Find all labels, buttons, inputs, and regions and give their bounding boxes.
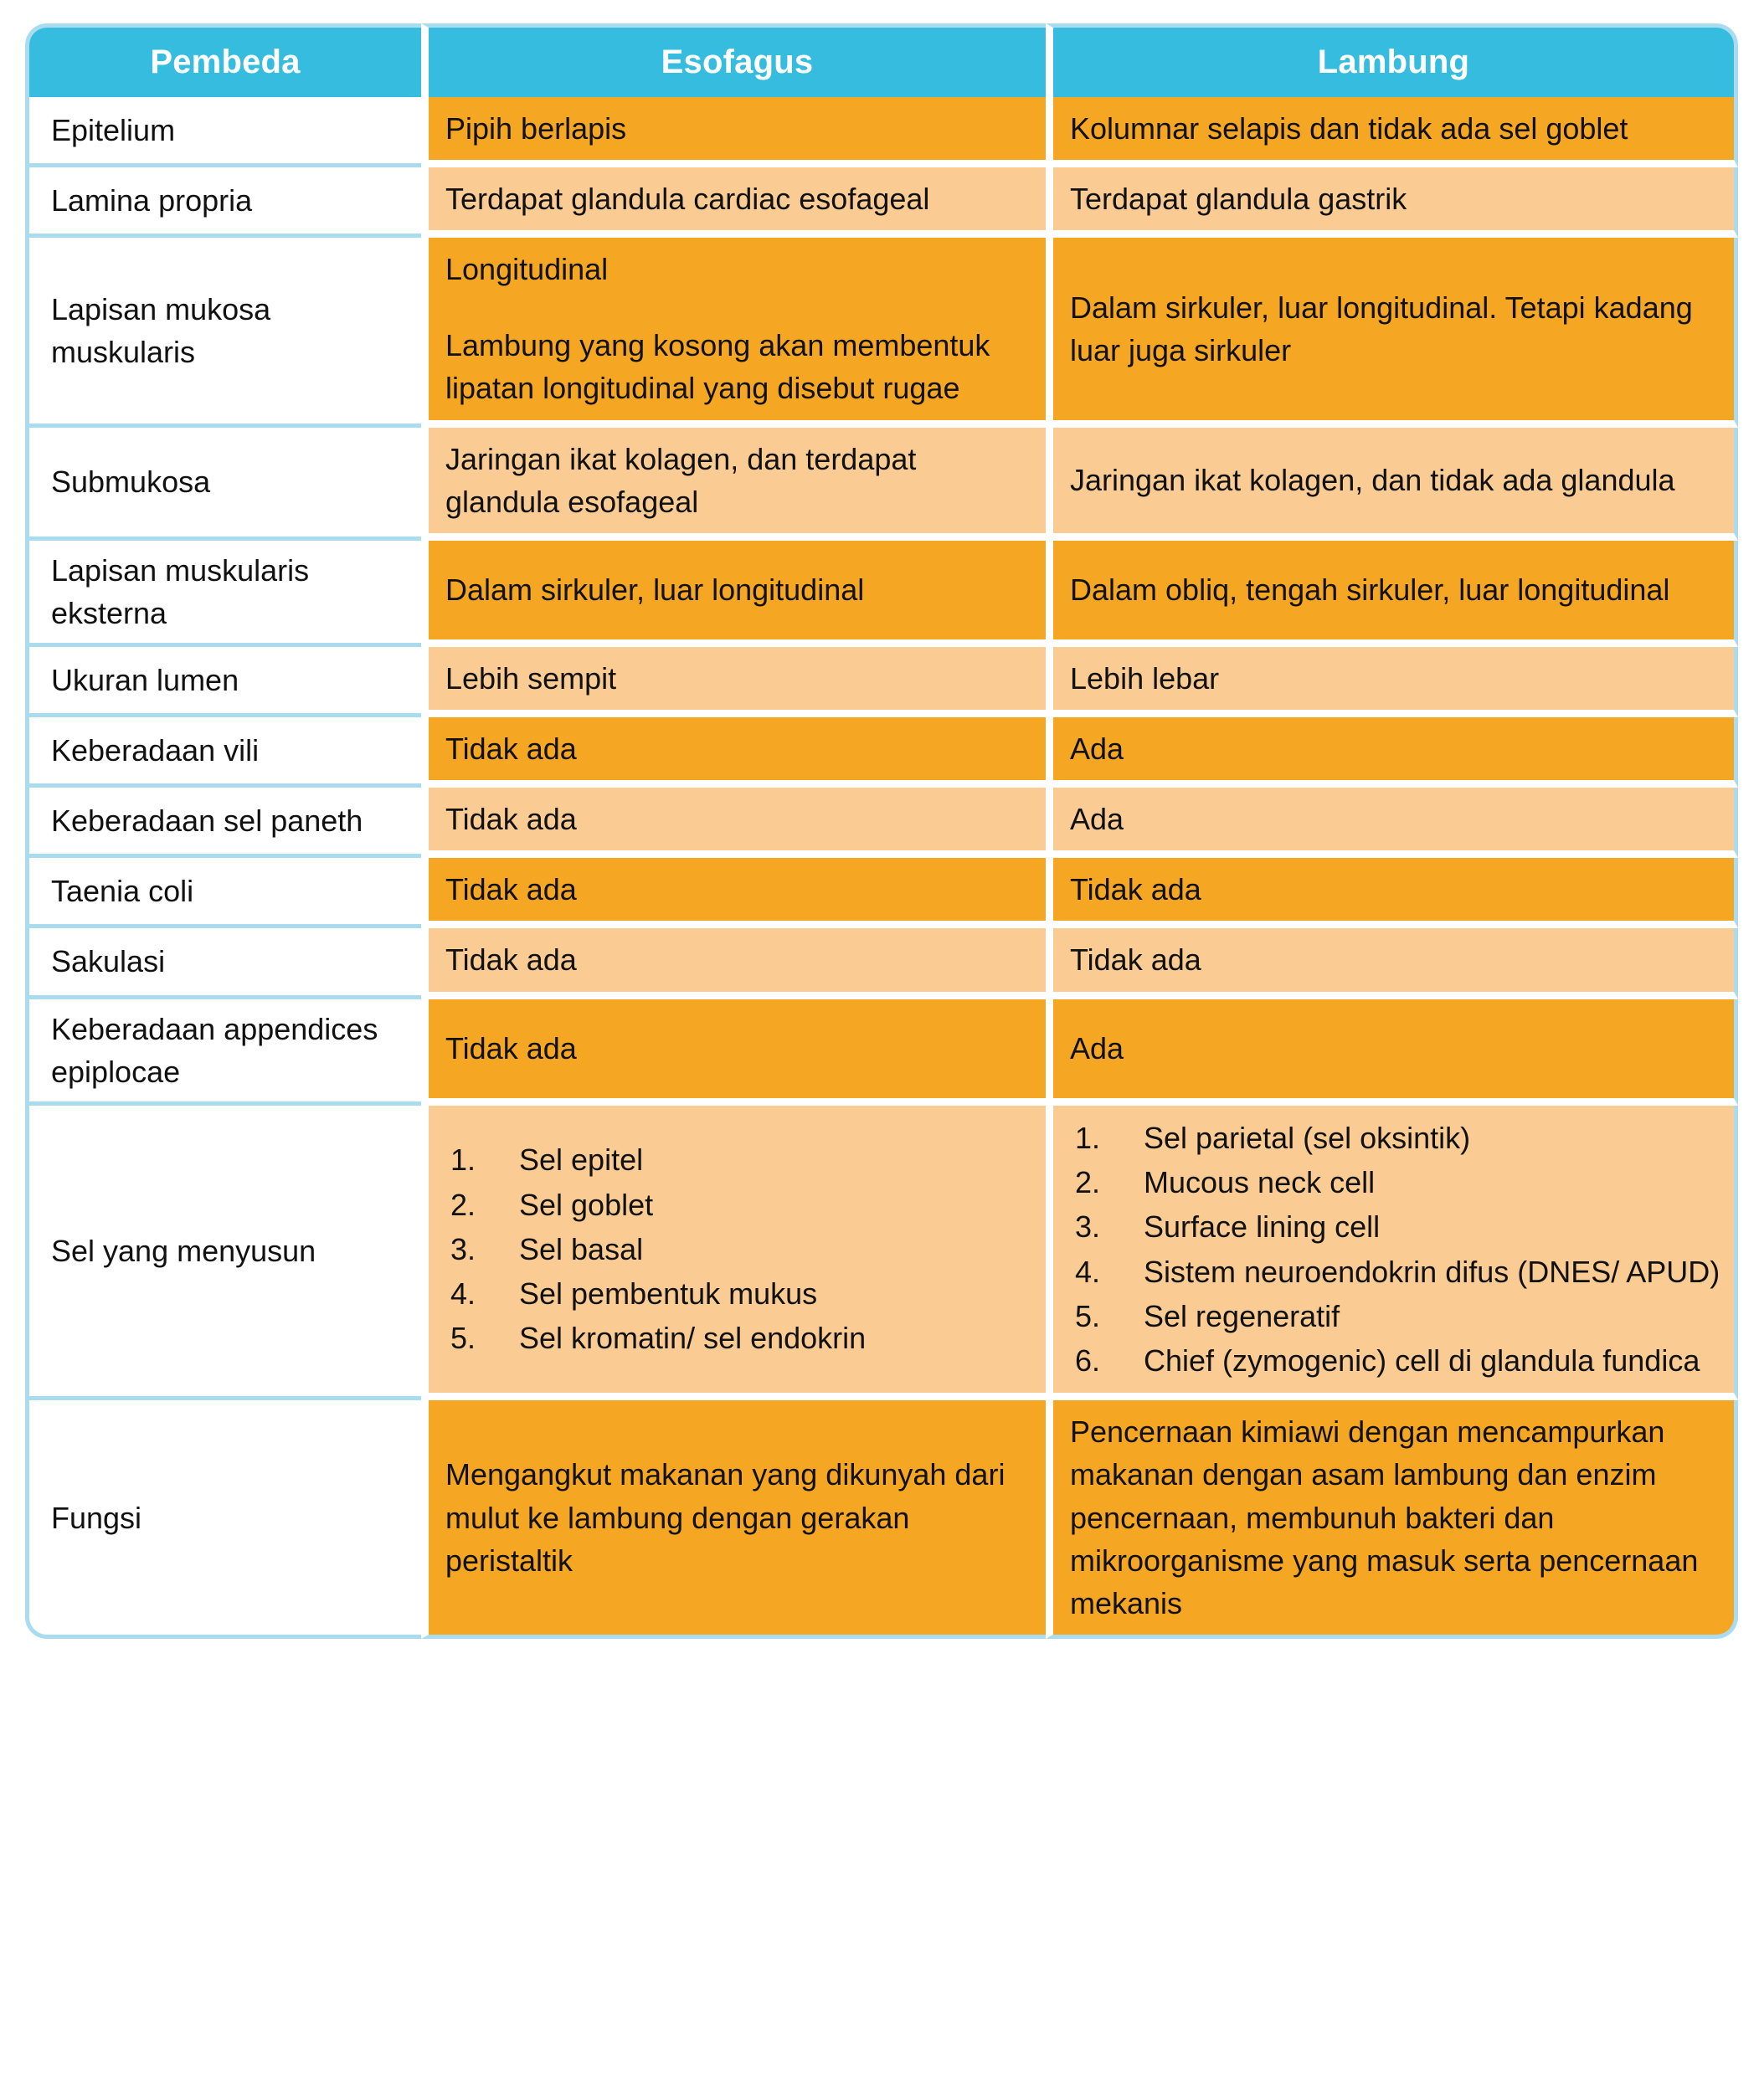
list-item: Mucous neck cell	[1144, 1165, 1376, 1200]
list-item: Sel kromatin/ sel endokrin	[519, 1321, 867, 1356]
cell-text: Tidak ada	[445, 942, 577, 978]
cell-lambung-6	[1046, 647, 1738, 717]
cell-lambung-11	[1046, 999, 1738, 1106]
table-row	[25, 647, 1738, 717]
table-row	[25, 858, 1738, 928]
cell-esofagus-5	[421, 541, 1046, 647]
cell-text: Dalam obliq, tengah sirkuler, luar longitudinal	[1070, 572, 1670, 608]
row-label-11: Keberadaan appendices epiplocae	[25, 999, 421, 1106]
table-body	[25, 97, 1738, 1639]
list-item: Sel goblet	[519, 1187, 654, 1222]
cell-esofagus-13	[421, 1400, 1046, 1639]
comparison-table	[25, 23, 1738, 1639]
cell-lambung-9	[1046, 858, 1738, 928]
cell-text: Ada	[1070, 732, 1124, 767]
table-row	[25, 928, 1738, 999]
cell-esofagus-4	[421, 428, 1046, 541]
row-label-2: Lamina propria	[25, 167, 421, 238]
cell-text: Dalam sirkuler, luar longitudinal. Tetapi kadang luar juga sirkuler	[1070, 290, 1693, 367]
cell-esofagus-8	[421, 788, 1046, 858]
cell-text: Ada	[1070, 1031, 1124, 1066]
cell-esofagus-10	[421, 928, 1046, 999]
cell-text: Mengangkut makanan yang dikunyah dari mulut ke lambung dengan gerakan peristaltik	[445, 1457, 1006, 1578]
row-label-10: Sakulasi	[25, 928, 421, 999]
table-row	[25, 167, 1738, 238]
cell-esofagus-7	[421, 717, 1046, 788]
row-label-4: Submukosa	[25, 428, 421, 541]
column-header-lambung: Lambung	[1046, 23, 1738, 97]
table-header	[25, 23, 1738, 97]
cell-text: Tidak ada	[445, 872, 577, 907]
cell-esofagus-1	[421, 97, 1046, 167]
list-item: Chief (zymogenic) cell di glandula fundica	[1144, 1343, 1700, 1379]
row-label-1: Epitelium	[25, 97, 421, 167]
cell-text: Pipih berlapis	[445, 111, 627, 146]
cell-lambung-1	[1046, 97, 1738, 167]
table-row	[25, 717, 1738, 788]
cell-lambung-4	[1046, 428, 1738, 541]
cell-numbered-list	[1070, 1116, 1726, 1384]
cell-lambung-13	[1046, 1400, 1738, 1639]
cell-paragraph: Lambung yang kosong akan membentuk lipatan longitudinal yang disebut rugae	[445, 328, 990, 406]
cell-text: Tidak ada	[445, 802, 577, 837]
table-row	[25, 541, 1738, 647]
cell-paragraph: Longitudinal	[445, 252, 609, 287]
cell-esofagus-9	[421, 858, 1046, 928]
cell-text: Terdapat glandula gastrik	[1070, 182, 1407, 217]
cell-numbered-list	[445, 1137, 1037, 1360]
cell-text: Ada	[1070, 802, 1124, 837]
cell-text: Terdapat glandula cardiac esofageal	[445, 182, 930, 217]
cell-text: Lebih lebar	[1070, 660, 1220, 696]
cell-lambung-12	[1046, 1106, 1738, 1401]
row-label-7: Keberadaan vili	[25, 717, 421, 788]
table-row	[25, 1106, 1738, 1401]
column-header-esofagus: Esofagus	[421, 23, 1046, 97]
list-item: Sistem neuroendokrin difus (DNES/ APUD)	[1144, 1254, 1720, 1289]
cell-lambung-3	[1046, 238, 1738, 427]
cell-text: Jaringan ikat kolagen, dan tidak ada glandula	[1070, 463, 1675, 498]
cell-text: Tidak ada	[445, 1031, 577, 1066]
cell-esofagus-2	[421, 167, 1046, 238]
cell-text: Dalam sirkuler, luar longitudinal	[445, 572, 865, 608]
cell-text: Tidak ada	[1070, 942, 1201, 978]
table-row	[25, 97, 1738, 167]
cell-esofagus-11	[421, 999, 1046, 1106]
list-item: Sel parietal (sel oksintik)	[1144, 1120, 1471, 1155]
cell-text: Tidak ada	[445, 732, 577, 767]
cell-text: Pencernaan kimiawi dengan mencampurkan makanan dengan asam lambung dan enzim pencernaan, membunuh bakteri dan mikroorganisme yang masuk serta pencernaan mekanis	[1070, 1415, 1699, 1620]
cell-lambung-10	[1046, 928, 1738, 999]
cell-text: Jaringan ikat kolagen, dan terdapat glandula esofageal	[445, 441, 917, 519]
cell-lambung-8	[1046, 788, 1738, 858]
table-header-row	[25, 23, 1738, 97]
cell-esofagus-12	[421, 1106, 1046, 1401]
row-label-13: Fungsi	[25, 1400, 421, 1639]
cell-text: Kolumnar selapis dan tidak ada sel goblet	[1070, 111, 1628, 146]
list-item: Surface lining cell	[1144, 1209, 1381, 1245]
row-label-8: Keberadaan sel paneth	[25, 788, 421, 858]
table-row	[25, 788, 1738, 858]
table-row	[25, 999, 1738, 1106]
cell-lambung-2	[1046, 167, 1738, 238]
cell-lambung-7	[1046, 717, 1738, 788]
list-item: Sel basal	[519, 1231, 644, 1266]
table-row	[25, 428, 1738, 541]
row-label-3: Lapisan mukosa muskularis	[25, 238, 421, 427]
row-label-5: Lapisan muskularis eksterna	[25, 541, 421, 647]
row-label-6: Ukuran lumen	[25, 647, 421, 717]
list-item: Sel regeneratif	[1144, 1298, 1340, 1333]
list-item: Sel pembentuk mukus	[519, 1276, 818, 1312]
column-header-pembeda: Pembeda	[25, 23, 421, 97]
cell-esofagus-3	[421, 238, 1046, 427]
table-row	[25, 238, 1738, 427]
cell-esofagus-6	[421, 647, 1046, 717]
row-label-12: Sel yang menyusun	[25, 1106, 421, 1401]
cell-text: Lebih sempit	[445, 660, 617, 696]
cell-text: Tidak ada	[1070, 872, 1201, 907]
row-label-9: Taenia coli	[25, 858, 421, 928]
cell-lambung-5	[1046, 541, 1738, 647]
table-row	[25, 1400, 1738, 1639]
list-item: Sel epitel	[519, 1142, 644, 1178]
